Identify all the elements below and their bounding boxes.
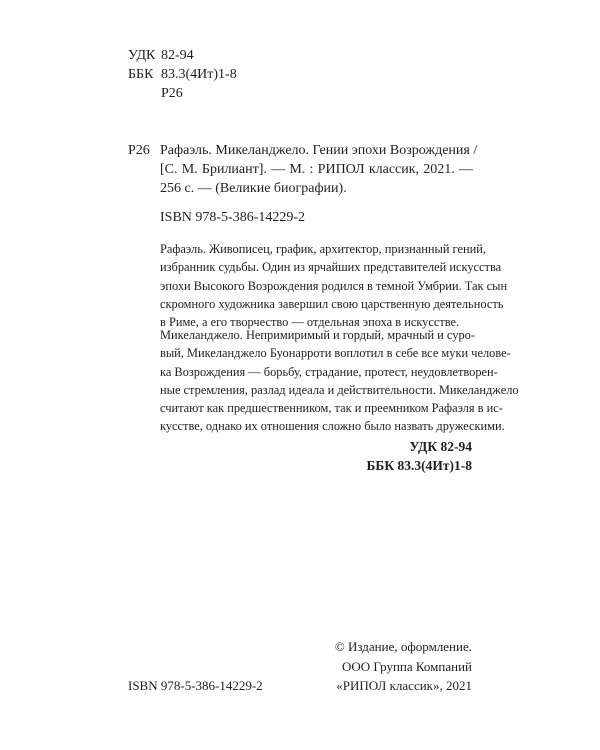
bbk-label: ББК xyxy=(128,67,154,82)
annotation-line: ные стремления, разлад идеала и действительности. Микеланджело xyxy=(160,382,519,397)
biblio-line: [С. М. Брилиант]. — М. : РИПОЛ классик, 2021. — xyxy=(160,162,473,177)
annotation-line: в Риме, а его творчество — отдельная эпоха в искусстве. xyxy=(160,315,460,330)
annotation-line: вый, Микеланджело Буонарроти воплотил в себе все муки челове- xyxy=(160,346,511,361)
copyright-line: ООО Группа Компаний xyxy=(342,658,472,674)
annotation-michelangelo xyxy=(160,326,519,436)
bibliographic-description xyxy=(160,141,478,198)
biblio-line: Рафаэль. Микеланджело. Гении эпохи Возрождения / xyxy=(160,143,478,158)
bbk-value: 83.3(4Ит)1-8 xyxy=(161,67,237,82)
author-mark: Р26 xyxy=(128,143,150,158)
biblio-line: 256 с. — (Великие биографии). xyxy=(160,181,347,196)
annotation-line: кусстве, однако их отношения сложно было назвать дружескими. xyxy=(160,419,505,434)
annotation-line: ка Возрождения — борьбу, страдание, протест, неудовлетворен- xyxy=(160,364,498,379)
annotation-line: считают как предшественником, так и преемником Рафаэля в ис- xyxy=(160,401,503,416)
annotation-line: скромного художника завершил свою царственную деятельность xyxy=(160,296,504,311)
author-code: Р26 xyxy=(161,86,183,101)
annotation-line: Рафаэль. Живописец, график, архитектор, признанный гений, xyxy=(160,242,486,256)
udk-label: УДК xyxy=(128,48,156,63)
bbk-code: ББК 83.3(4Ит)1-8 xyxy=(366,458,472,473)
udk-value: 82-94 xyxy=(161,48,194,63)
annotation-line: Микеланджело. Непримиримый и гордый, мрачный и суро- xyxy=(160,328,475,342)
udk-code: УДК 82-94 xyxy=(409,439,472,454)
annotation-line: избранник судьбы. Один из ярчайших представителей искусства xyxy=(160,260,502,275)
copyright-line: © Издание, оформление. xyxy=(334,639,472,654)
classification-codes-bottom xyxy=(366,437,472,475)
isbn-bottom: ISBN 978-5-386-14229-2 xyxy=(128,678,263,693)
isbn: ISBN 978-5-386-14229-2 xyxy=(160,210,306,225)
annotation-raphael xyxy=(160,240,508,331)
copyright-line: «РИПОЛ классик», 2021 xyxy=(336,678,472,693)
annotation-line: эпохи Высокого Возрождения родился в темной Умбрии. Так сын xyxy=(160,278,508,293)
copyright-notice xyxy=(335,637,472,696)
